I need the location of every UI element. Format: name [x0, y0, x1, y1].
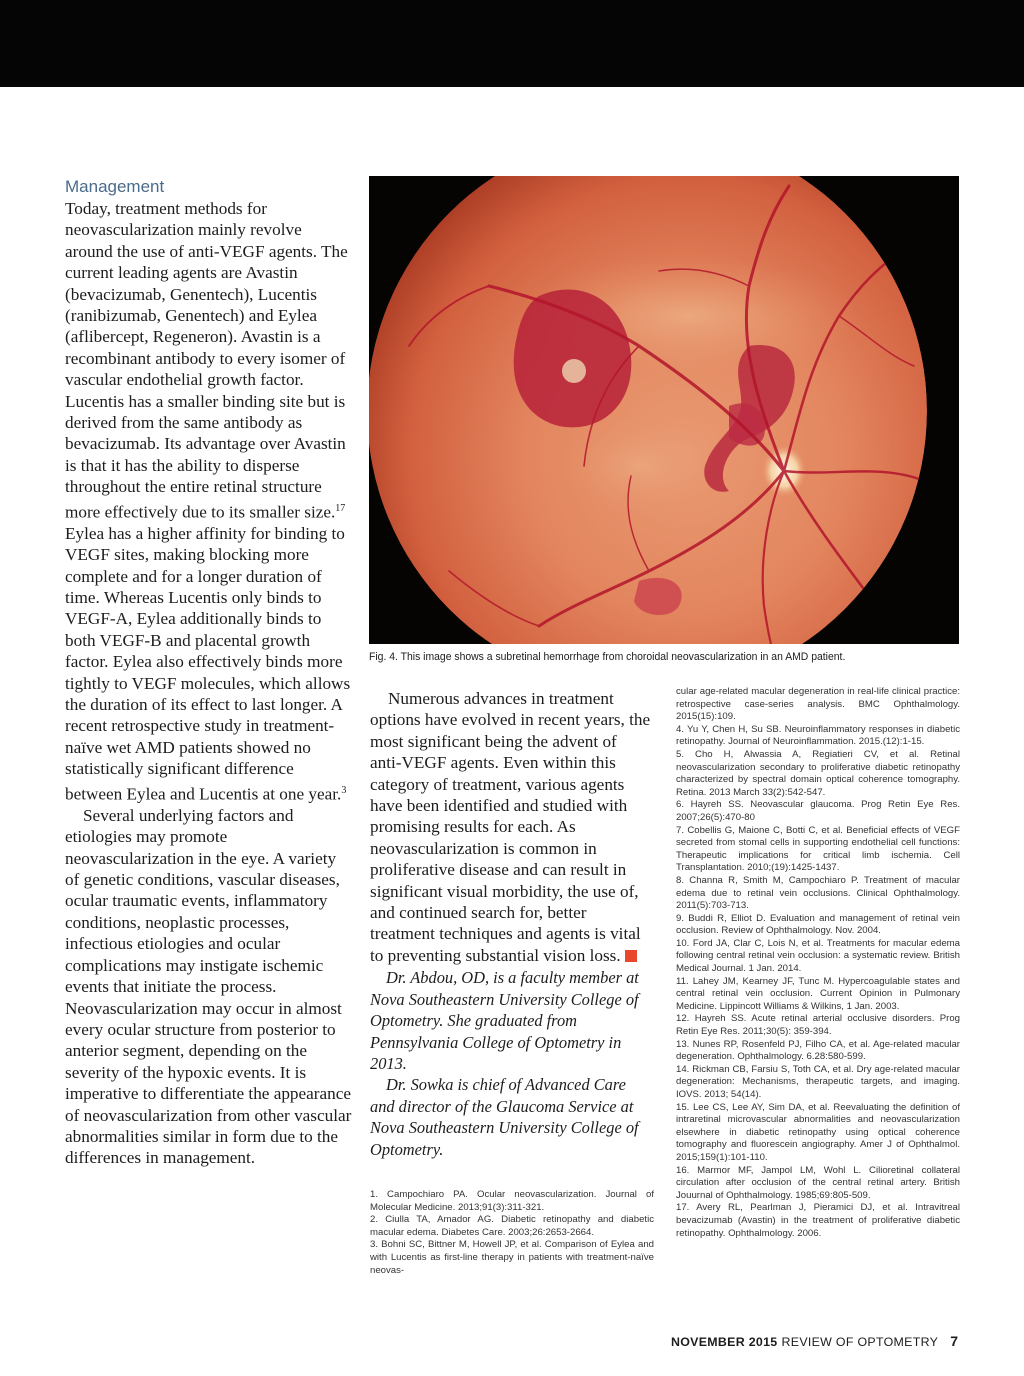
issue-date: NOVEMBER 2015: [670, 1335, 778, 1349]
end-of-article-square-icon: [625, 950, 637, 962]
section-heading: Management: [65, 177, 165, 196]
references-middle: [370, 1189, 654, 1277]
reference-item: 2. Ciulla TA, Amador AG. Diabetic retinopathy and diabetic macular edema. Diabetes Care. 2003;26:2653-2664.: [370, 1214, 654, 1238]
reference-item: 15. Lee CS, Lee AY, Sim DA, et al. Reevaluating the definition of intraretinal microvascular abnormalities and neovascularization elsewhere in diabetic retinopathy using optical coherence tomography and fluorescein angiography. Amer J of Ophthalmol. 2015;159(1):101-110.: [676, 1101, 960, 1163]
reference-item: 8. Channa R, Smith M, Campochiaro P. Treatment of macular edema due to retinal vein occlusions. Clinical Ophthalmology. 2011(5):703-713.: [676, 874, 960, 912]
middle-column: [370, 688, 652, 1160]
references-right: [676, 686, 960, 1240]
top-black-banner: [0, 0, 1024, 87]
reference-item: 13. Nunes RP, Rosenfeld PJ, Filho CA, et al. Age-related macular degeneration. Ophthalmology. 6.28:580-599.: [676, 1038, 960, 1063]
page-footer: [671, 1333, 958, 1349]
citation-superscript: 3: [341, 784, 347, 796]
paragraph-conclusion: Numerous advances in treatment options have evolved in recent years, the most significant being the advent of anti-VEGF agents. Even within this category of treatment, various agents have been identified and studied with promising results for each. As neovascularization is common in proliferative disease and can result in significant visual morbidity, the use of, and continued search for, better treatment techniques and agents is vital to preventing substantial vision loss.: [370, 689, 651, 965]
reference-item: 12. Hayreh SS. Acute retinal arterial occlusive disorders. Prog Retin Eye Res. 2011;30(5): 359-394.: [676, 1013, 960, 1038]
reference-item: 17. Avery RL, Pearlman J, Pieramici DJ, et al. Intravitreal bevacizumab (Avastin) in the treatment of proliferative diabetic retinopathy. Ophthalmology. 2006.: [676, 1202, 960, 1239]
reference-item: 16. Marmor MF, Jampol LM, Wohl L. Cilioretinal collateral circulation after occlusion of the central retinal artery. British Jouurnal of Ophthalmology. 1985;69:805-509.: [676, 1164, 960, 1201]
paragraph-management: Today, treatment methods for neovascularization mainly revolve around the use of anti-VEGF agents. The current leading agents are Avastin (bevacizumab, Genentech), Lucentis (ranibizumab, Genentech) and Eylea (aflibercept, Regeneron). Avastin is a recombinant antibody to every isomer of vascular endothelial growth factor. Lucentis has a smaller binding site but is derived from the same antibody as bevacizumab. Its advantage over Avastin is that it has the ability to disperse throughout the entire retinal structure more effectively due to its smaller size.$^{17}$ Eylea has a higher affinity for binding to VEGF sites, making blocking more complete and for a longer duration of time. Whereas Lucentis only binds to VEGF-A, Eylea additionally binds to both VEGF-B and placental growth factor. Eylea also effectively binds more tightly to VEGF molecules, which allows the duration of its effect to last longer. A recent retrospective study in treatment-naïve wet AMD patients showed no statistically significant difference between Eylea and Lucentis at one year.$^3$: [65, 199, 351, 804]
middle-body-text: [370, 688, 652, 966]
reference-item: 3. Bohni SC, Bittner M, Howell JP, et al. Comparison of Eylea and with Lucentis as first-line therapy in patients with treatment-naïve neovas-: [370, 1239, 654, 1276]
magazine-name: REVIEW OF OPTOMETRY: [781, 1335, 939, 1349]
figure-caption: Fig. 4. This image shows a subretinal hemorrhage from choroidal neovascularization in an AMD patient.: [369, 651, 846, 663]
reference-item: 14. Rickman CB, Farsiu S, Toth CA, et al. Dry age-related macular degeneration: Mechanisms, therapeutic targets, and imaging. IOVS. 2013; 54(14).: [676, 1063, 960, 1100]
left-body-text: [65, 198, 353, 1169]
reference-item: 7. Cobellis G, Maione C, Botti C, et al. Beneficial effects of VEGF secreted from stomal cells in supporting endothelial cell functions: Therapeutic implications for critical limb ischemia. Cell Transplantation. 2010;(19):1425-1437.: [676, 824, 960, 874]
reference-item: 9. Buddi R, Elliot D. Evaluation and management of retinal vein occlusion. Review of Ophthalmology. Nov. 2004.: [676, 912, 960, 937]
reference-item: 6. Hayreh SS. Neovascular glaucoma. Prog Retin Eye Res. 2007;26(5):470-80: [676, 799, 960, 823]
author-bio-abdou: Dr. Abdou, OD, is a faculty member at Nova Southeastern University College of Optometry. She graduated from Pennsylvania College of Optometry in 2013.: [370, 968, 639, 1073]
paragraph-etiologies: Several underlying factors and etiologies may promote neovascularization in the eye. A variety of genetic conditions, vascular diseases, ocular traumatic events, inflammatory conditions, neoplastic processes, infectious etiologies and ocular complications may instigate ischemic events that initiate the process. Neovascularization may occur in almost every ocular structure from posterior to anterior segment, depending on the severity of the hypoxic events. It is imperative to differentiate the appearance of neovascularization from other vascular abnormalities similar in form due to the differences in management.: [65, 805, 352, 1168]
reference-item: 11. Lahey JM, Kearney JF, Tunc M. Hypercoagulable states and central retinal vein occlusion. Current Opinion in Pulmonary Medicine. Lippincott Williams & Wilkins, 1 Jan. 2003.: [676, 975, 960, 1012]
fundus-image: [369, 176, 959, 644]
reference-item: 5. Cho H, Alwassia A, Regiatieri CV, et al. Retinal neovascularization secondary to proliferative diabetic retinopathy characterized by spectral domain optical coherence tomography. Retina. 2013 March 33(2):542-547.: [676, 748, 960, 798]
fundus-photograph: [369, 176, 959, 644]
reference-item: 1. Campochiaro PA. Ocular neovascularization. Journal of Molecular Medicine. 2013;91(3):311-321.: [370, 1189, 654, 1213]
citation-superscript: 17: [335, 502, 346, 514]
reference-item: 10. Ford JA, Clar C, Lois N, et al. Treatments for macular edema following central retinal vein occlusion: a systematic review. British Medical Journal. 1 Jan. 2014.: [676, 937, 960, 975]
author-bios: [370, 967, 652, 1160]
left-column: [65, 176, 353, 1169]
reference-item: cular age-related macular degeneration in real-life clinical practice: retrospective case-series analysis. BMC Ophthalmology. 2015(15):109.: [676, 686, 960, 723]
page-number: 7: [950, 1333, 958, 1349]
author-bio-sowka: Dr. Sowka is chief of Advanced Care and director of the Glaucoma Service at Nova Southeastern University College of Optometry.: [370, 1075, 639, 1159]
reference-item: 4. Yu Y, Chen H, Su SB. Neuroinflammatory responses in diabetic retinopathy. Journal of Neuroinflammation. 2015.(12):1-15.: [676, 723, 960, 748]
